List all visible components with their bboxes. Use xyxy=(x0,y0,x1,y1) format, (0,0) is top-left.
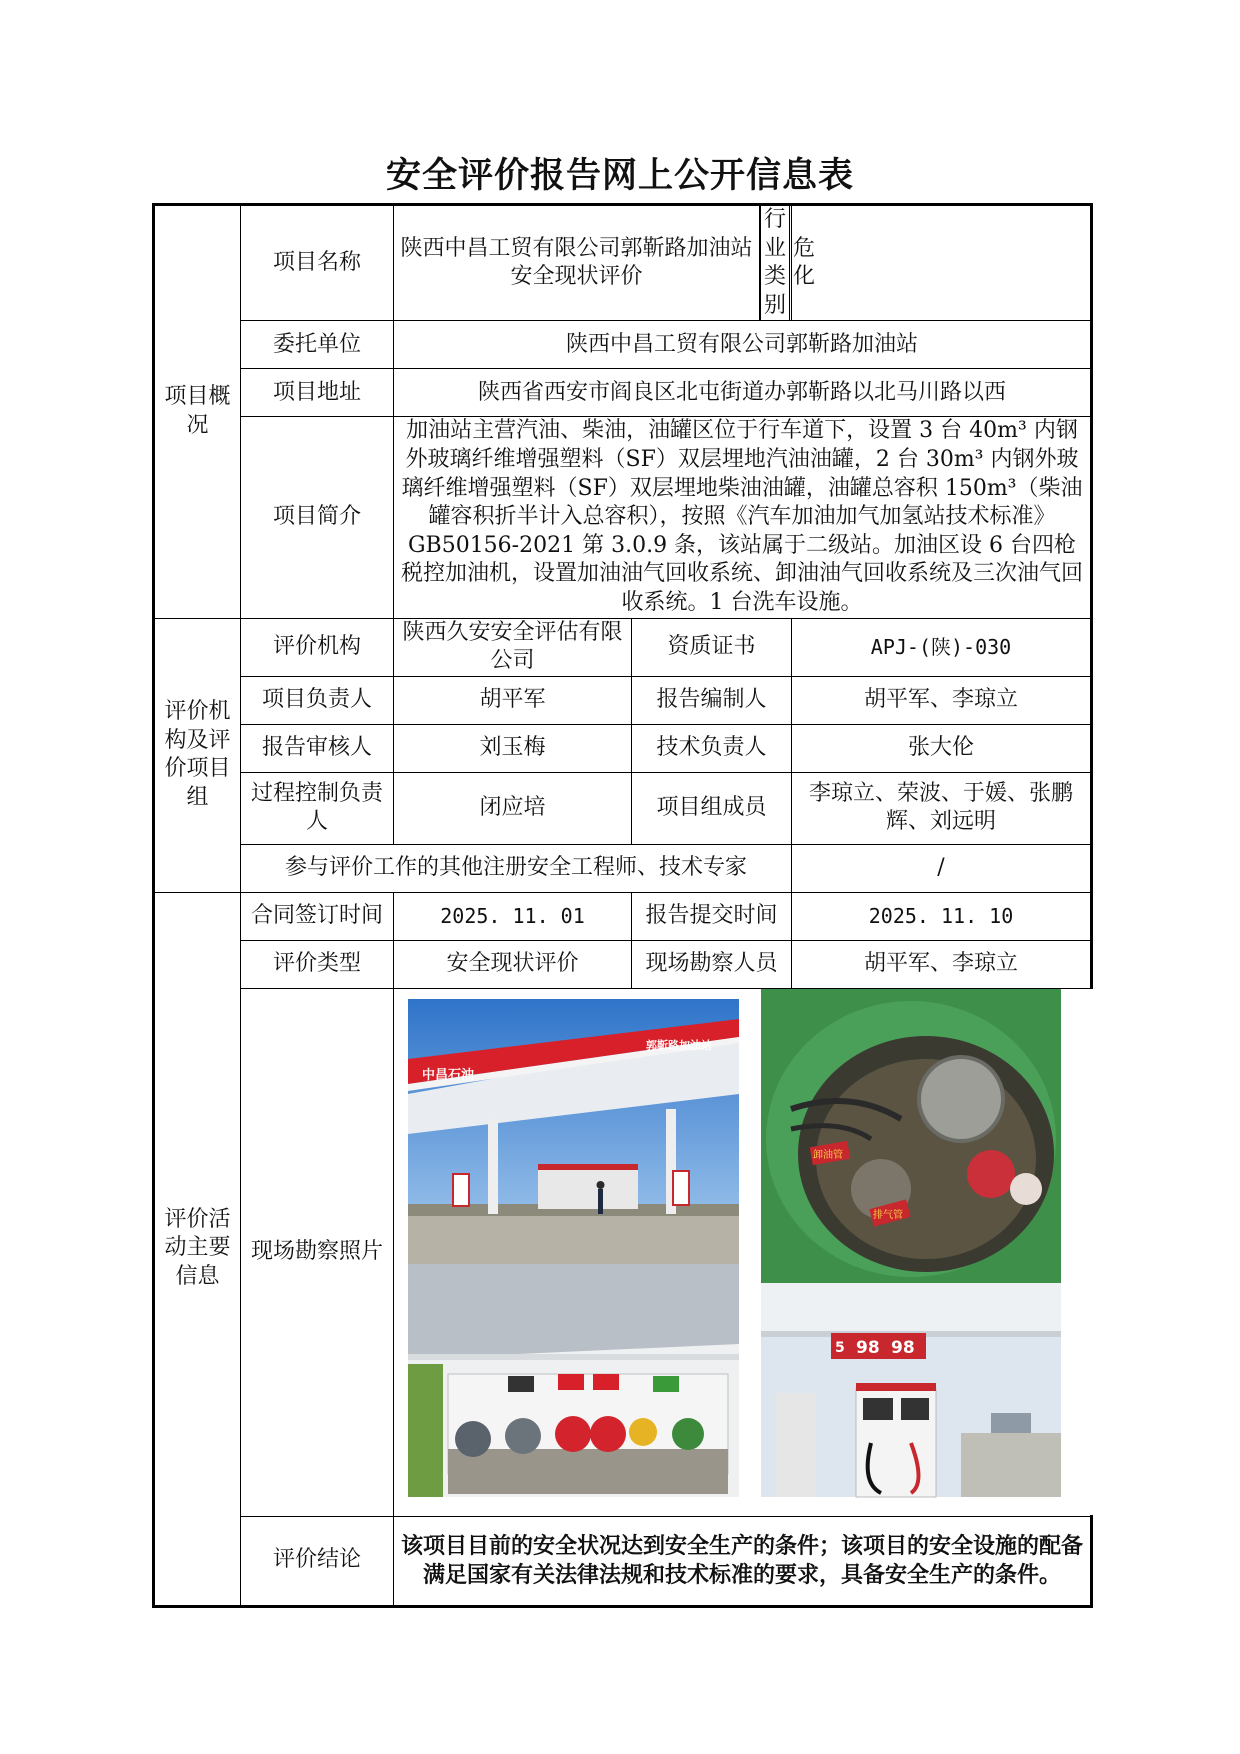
writer-value: 胡平军、李琼立 xyxy=(792,676,1092,724)
type-value: 安全现状评价 xyxy=(394,940,632,988)
tech-label: 技术负责人 xyxy=(632,724,792,772)
industry-subtable xyxy=(760,206,818,320)
industry-value: 危化 xyxy=(793,235,816,290)
photos-label: 现场勘察照片 xyxy=(241,988,394,1516)
submit-value: 2025. 11. 10 xyxy=(792,892,1092,940)
org-label: 评价机构 xyxy=(241,618,394,676)
price-2-text: 98 xyxy=(891,1338,915,1359)
intro-value: 加油站主营汽油、柴油，油罐区位于行车道下，设置 3 台 40m³ 内钢外玻璃纤维增强塑料（SF）双层埋地汽油油罐，2 台 30m³ 内钢外玻璃纤维增强塑料（SF）双层埋地柴油油罐，油罐总容积 150m³（柴油罐容积折半计入总容积），按照《汽车加油加气加氢站技术标准》GB50156-2021 第 3.0.9 条，该站属于二级站。加油区设 6 台四枪税控加油机，设置加油油气回收系统、卸油油气回收系统及三次油气回收系统。1 台洗车设施。 xyxy=(394,417,1092,618)
inspectors-value: 胡平军、李琼立 xyxy=(792,940,1092,988)
photo-station-canopy xyxy=(408,999,739,1264)
info-table xyxy=(152,203,1093,1608)
industry-cell xyxy=(760,205,816,321)
photo-tank-well xyxy=(761,989,1061,1283)
client-label: 委托单位 xyxy=(241,321,394,369)
process-value: 闭应培 xyxy=(394,772,632,844)
tag-vent-text: 排气管 xyxy=(873,1210,903,1222)
station-canopy-image xyxy=(408,999,739,1264)
process-label: 过程控制负责人 xyxy=(241,772,394,844)
price-1-text: 98 xyxy=(856,1338,880,1359)
tech-value: 张大伦 xyxy=(792,724,1092,772)
leader-value: 胡平军 xyxy=(394,676,632,724)
inspectors-label: 现场勘察人员 xyxy=(632,940,792,988)
section-activity-label: 评价活动主要信息 xyxy=(154,892,241,1606)
cert-label: 资质证书 xyxy=(632,618,792,676)
contract-value: 2025. 11. 01 xyxy=(394,892,632,940)
reviewer-value: 刘玉梅 xyxy=(394,724,632,772)
contract-label: 合同签订时间 xyxy=(241,892,394,940)
reviewer-label: 报告审核人 xyxy=(241,724,394,772)
members-label: 项目组成员 xyxy=(632,772,792,844)
leader-label: 项目负责人 xyxy=(241,676,394,724)
submit-label: 报告提交时间 xyxy=(632,892,792,940)
canopy-station-text: 郭靳路加油站 xyxy=(646,1039,712,1053)
type-label: 评价类型 xyxy=(241,940,394,988)
dispenser-image xyxy=(761,1283,1061,1497)
project-name-value: 陕西中昌工贸有限公司郭靳路加油站安全现状评价 xyxy=(394,205,760,321)
address-label: 项目地址 xyxy=(241,369,394,417)
photo-grid xyxy=(397,989,1096,1515)
intro-label: 项目简介 xyxy=(241,417,394,618)
org-value: 陕西久安安全评估有限公司 xyxy=(394,618,632,676)
project-name-label: 项目名称 xyxy=(241,205,394,321)
conclusion-label: 评价结论 xyxy=(241,1516,394,1606)
photo-dispenser xyxy=(761,1283,1061,1497)
canopy-brand-text: 中昌石油 xyxy=(422,1068,475,1084)
unloading-box-image xyxy=(408,1264,739,1497)
others-label: 参与评价工作的其他注册安全工程师、技术专家 xyxy=(241,844,792,892)
address-value: 陕西省西安市阎良区北屯街道办郭靳路以北马川路以西 xyxy=(394,369,1092,417)
section-overview-label: 项目概况 xyxy=(154,205,241,619)
tank-well-image xyxy=(761,989,1061,1283)
tag-unload-text: 卸油管 xyxy=(813,1150,843,1162)
cert-value: APJ-(陕)-030 xyxy=(792,618,1092,676)
photo-unloading-box xyxy=(408,1264,739,1497)
conclusion-value: 该项目目前的安全状况达到安全生产的条件；该项目的安全设施的配备满足国家有关法律法规和技术标准的要求，具备安全生产的条件。 xyxy=(394,1516,1092,1606)
others-value: / xyxy=(792,844,1092,892)
grade-text: 5 xyxy=(835,1340,845,1357)
industry-label: 行业类别 xyxy=(761,206,790,320)
document-title: 安全评价报告网上公开信息表 xyxy=(385,155,854,196)
section-org-label: 评价机构及评价项目组 xyxy=(154,618,241,892)
writer-label: 报告编制人 xyxy=(632,676,792,724)
client-value: 陕西中昌工贸有限公司郭靳路加油站 xyxy=(394,321,1092,369)
photos-cell xyxy=(394,988,1092,1516)
members-value: 李琼立、荣波、于媛、张鹏辉、刘远明 xyxy=(792,772,1092,844)
